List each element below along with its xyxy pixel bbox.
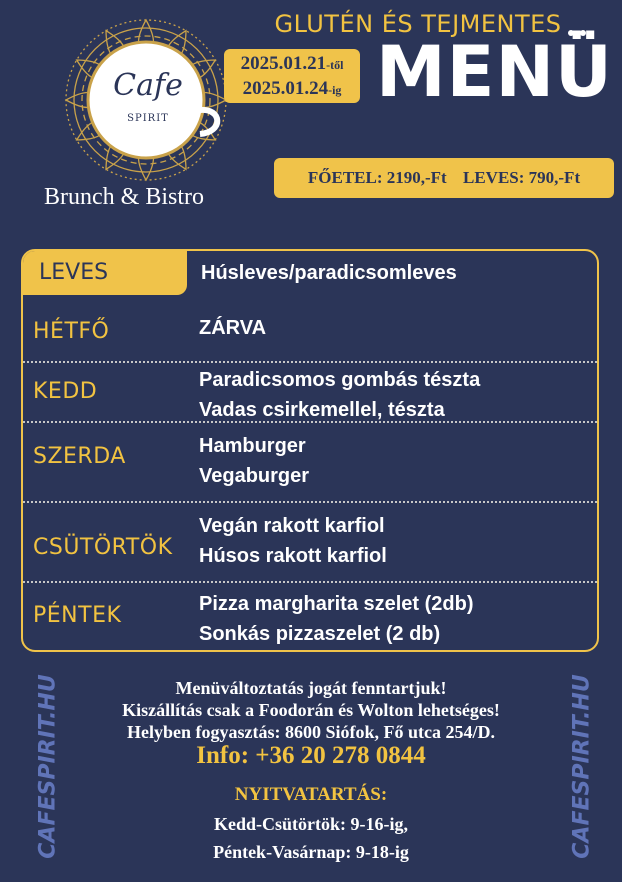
soup-value: Húsleves/paradicsomleves	[201, 262, 457, 284]
soup-row	[23, 251, 597, 295]
day-name: PÉNTEK	[33, 603, 122, 628]
day-dishes	[199, 313, 266, 343]
opening-hours-line: Péntek-Vasárnap: 9-18-ig	[213, 842, 409, 862]
date-range-badge	[224, 49, 360, 103]
date-from: 2025.01.21-től	[240, 53, 344, 74]
notice-line: Helyben fogyasztás: 8600 Siófok, Fő utca 254/D.	[127, 722, 495, 742]
website-watermark-right: CAFESPIRIT.HU	[569, 674, 595, 859]
dish: Húsos rakott karfiol	[199, 545, 387, 567]
price-badge	[274, 158, 614, 198]
day-dishes	[199, 431, 309, 491]
opening-hours-title: NYITVATARTÁS:	[234, 784, 388, 805]
logo-brand: Cafe	[113, 68, 183, 103]
dish: Vegaburger	[199, 465, 310, 487]
notice-line: Kiszállítás csak a Foodorán és Wolton lehetséges!	[122, 700, 500, 720]
weekly-menu-table	[21, 249, 599, 652]
notice-line: Menüváltoztatás jogát fenntartjuk!	[175, 678, 447, 698]
dish: Vadas csirkemellel, tészta	[199, 399, 445, 421]
menu-day-row	[23, 301, 597, 361]
tagline: Brunch & Bistro	[44, 184, 204, 210]
day-name: KEDD	[33, 379, 98, 404]
dish: Hamburger	[199, 435, 306, 457]
soup-label: LEVES	[23, 251, 187, 295]
menu-day-row	[23, 581, 597, 652]
day-name: SZERDA	[33, 444, 126, 469]
menu-day-row	[23, 501, 597, 583]
coffee-cup-mandala-icon	[40, 18, 230, 188]
dish: Vegán rakott karfiol	[199, 515, 385, 537]
dish: ZÁRVA	[199, 317, 267, 339]
website-watermark-left: CAFESPIRIT.HU	[35, 674, 61, 859]
day-name: CSÜTÖRTÖK	[33, 535, 173, 560]
dish: Paradicsomos gombás tészta	[199, 369, 481, 391]
dish: Sonkás pizzaszelet (2 db)	[199, 623, 441, 645]
main-course-price: FŐETEL: 2190,-Ft	[307, 168, 447, 187]
cafe-spirit-logo	[40, 18, 230, 188]
menu-day-row	[23, 421, 597, 503]
date-to: 2025.01.24-ig	[242, 78, 342, 99]
menu-subtitle: GLUTÉN ÉS TEJMENTES	[274, 10, 562, 38]
soup-price: LEVES: 790,-Ft	[462, 168, 581, 187]
info-phone: Info: +36 20 278 0844	[196, 742, 426, 769]
dish: Pizza margharita szelet (2db)	[199, 593, 474, 615]
page-title: MENÜ	[376, 31, 613, 113]
logo-brand-sub: SPIRIT	[127, 113, 169, 124]
day-dishes	[199, 589, 474, 649]
opening-hours-line: Kedd-Csütörtök: 9-16-ig,	[214, 814, 408, 834]
day-name: HÉTFŐ	[33, 319, 110, 344]
day-dishes	[199, 365, 480, 425]
day-dishes	[199, 511, 387, 571]
